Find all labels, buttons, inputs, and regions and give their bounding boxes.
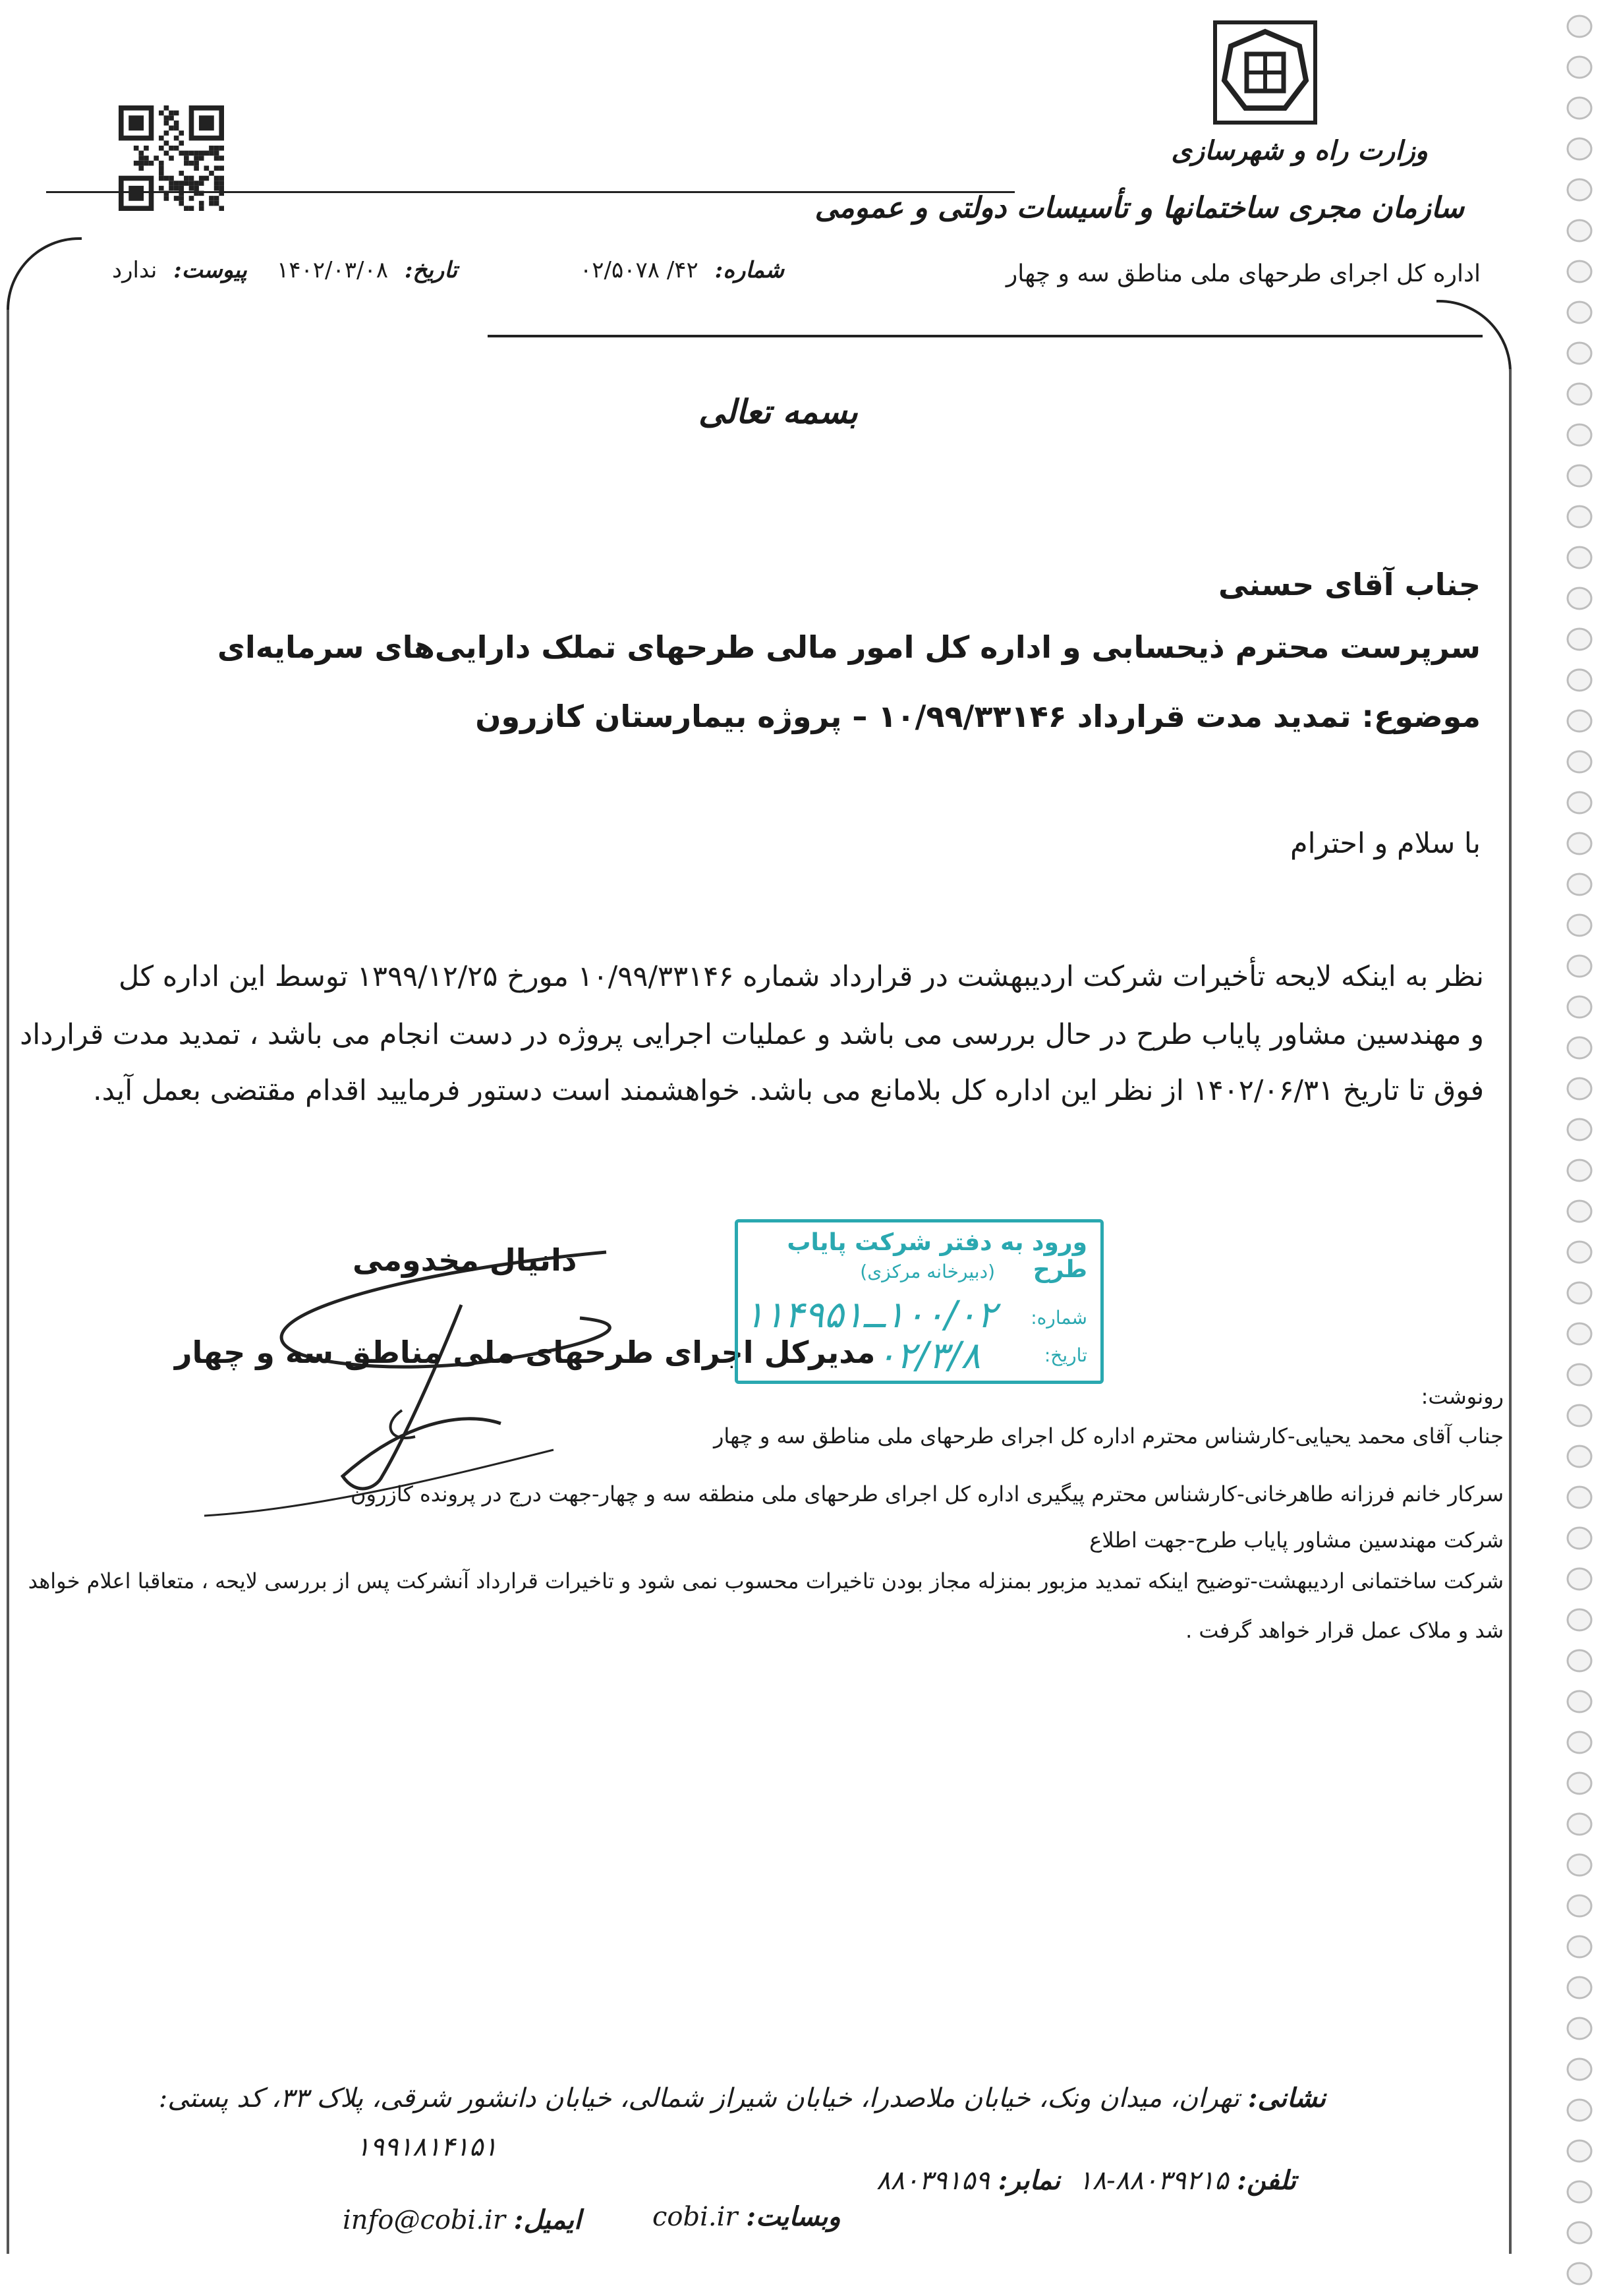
binding-hole (1568, 1201, 1591, 1222)
footer-postal-code: ۱۹۹۱۸۱۴۱۵۱ (356, 2132, 497, 2162)
copy-recipient: جناب آقای محمد یحیایی-کارشناس محترم اداره کل اجرای طرحهای ملی مناطق سه و چهار (713, 1423, 1504, 1449)
ministry-name: وزارت راه و شهرسازی (1171, 135, 1428, 166)
binding-hole (1568, 1037, 1591, 1058)
qr-code (119, 105, 224, 211)
binding-hole (1568, 751, 1591, 772)
stamp-title: ورود به دفتر شرکت پایاب طرح (787, 1229, 1087, 1283)
binding-hole (1568, 1691, 1591, 1712)
email-value: info@cobi.ir (343, 2205, 505, 2235)
fax-value: ۸۸۰۳۹۱۵۹ (876, 2166, 990, 2196)
recipient-title: سرپرست محترم ذیحسابی و اداره کل امور مالی طرحهای تملک دارایی‌های سرمایه‌ای (217, 629, 1481, 665)
footer-telephone (1078, 2165, 1296, 2196)
tel-value: ۸۸۰۳۹۲۱۵-۱۸ (1078, 2166, 1229, 2196)
binding-hole (1568, 915, 1591, 936)
binding-hole (1568, 670, 1591, 691)
binding-hole (1568, 874, 1591, 895)
subject-line: موضوع: تمدید مدت قرارداد ۱۰/۹۹/۳۳۱۴۶ – پروژه بیمارستان کازرون (475, 699, 1481, 734)
letter-attachment-value: ندارد (112, 257, 157, 283)
letter-date-value: ۱۴۰۲/۰۳/۰۸ (277, 257, 389, 283)
binding-hole (1568, 1732, 1591, 1753)
tel-label: تلفن: (1237, 2165, 1296, 2196)
stamp-number-value: ۱۰۰/۰۲ــ۱۱۴۹۵۱ (745, 1294, 997, 1336)
binding-hole (1568, 138, 1591, 159)
footer-email (343, 2204, 581, 2235)
spiral-binding (1540, 0, 1619, 2296)
office-name: اداره کل اجرای طرحهای ملی مناطق سه و چهار (1006, 260, 1481, 287)
ministry-logo-icon (1212, 20, 1318, 125)
greeting: با سلام و احترام (1290, 827, 1481, 860)
letter-number-label: شماره: (714, 257, 784, 283)
binding-hole (1568, 1854, 1591, 1876)
binding-hole (1568, 1895, 1591, 1916)
binding-hole (1568, 343, 1591, 364)
letter-number (580, 257, 784, 283)
binding-hole (1568, 792, 1591, 813)
binding-hole (1568, 424, 1591, 445)
header-divider (46, 191, 1015, 193)
copy-recipient: شرکت ساختمانی اردیبهشت-توضیح اینکه تمدید مزبور بمنزله مجاز بودن تاخیرات محسوب نمی شود و تاخیرات قرارداد آنشرکت پس از بررسی لایحه ، متعاقبا اعلام خواهد (28, 1568, 1504, 1593)
binding-hole (1568, 2263, 1591, 2284)
binding-hole (1568, 261, 1591, 282)
organization-name: سازمان مجری ساختمانها و تأسیسات دولتی و عمومی (814, 191, 1464, 225)
binding-hole (1568, 833, 1591, 854)
binding-hole (1568, 506, 1591, 527)
binding-hole (1568, 1487, 1591, 1508)
website-label: وبسایت: (746, 2201, 841, 2232)
binding-hole (1568, 2059, 1591, 2080)
body-line-1: نظر به اینکه لایحه تأخیرات شرکت اردیبهشت در قرارداد شماره ۱۰/۹۹/۳۳۱۴۶ مورخ ۱۳۹۹/۱۲/۲۵ توسط این اداره کل (119, 960, 1484, 993)
binding-hole (1568, 1446, 1591, 1467)
binding-hole (1568, 2222, 1591, 2243)
letter-date-label: تاریخ: (404, 257, 458, 283)
binding-hole (1568, 2181, 1591, 2202)
copy-recipient: سرکار خانم فرزانه طاهرخانی-کارشناس محترم پیگیری اداره کل اجرای طرحهای ملی منطقه سه و چهار-جهت درج در پرونده کازرون (350, 1481, 1504, 1507)
email-label: ایمیل: (513, 2204, 582, 2235)
footer-website (652, 2201, 841, 2232)
copy-recipient: شرکت مهندسین مشاور پایاب طرح-جهت اطلاع (1089, 1528, 1504, 1553)
copy-recipient-continued: شد و ملاک عمل قرار خواهد گرفت . (1185, 1618, 1504, 1643)
binding-hole (1568, 2018, 1591, 2039)
binding-hole (1568, 1323, 1591, 1344)
frame-corner-right (1436, 300, 1512, 375)
recipient-name: جناب آقای حسنی (1218, 567, 1481, 602)
binding-hole (1568, 1242, 1591, 1263)
signer-name: دانیال مخدومی (353, 1242, 577, 1278)
letter-date (277, 257, 457, 283)
website-value: cobi.ir (652, 2202, 738, 2232)
binding-hole (1568, 179, 1591, 200)
letter-number-value: ۴۲/ ۰۲/۵۰۷۸ (580, 257, 698, 283)
binding-hole (1568, 98, 1591, 119)
footer-address (159, 2082, 1326, 2113)
frame-left-edge (7, 310, 9, 2254)
body-line-3: فوق تا تاریخ ۱۴۰۲/۰۶/۳۱ از نظر این اداره کل بلامانع می باشد. خواهشمند است دستور فرمایید اقدام مقتضی بعمل آید. (93, 1074, 1484, 1107)
binding-hole (1568, 57, 1591, 78)
body-line-2: و مهندسین مشاور پایاب طرح در حال بررسی می باشد و عملیات اجرایی پروژه در دست انجام می باشد ، تمدید مدت قرارداد (20, 1018, 1484, 1051)
copies-label: رونوشت: (1421, 1384, 1504, 1409)
binding-hole (1568, 1282, 1591, 1304)
binding-hole (1568, 1160, 1591, 1181)
binding-hole (1568, 1814, 1591, 1835)
binding-hole (1568, 996, 1591, 1018)
binding-hole (1568, 1364, 1591, 1385)
signer-title: مدیرکل اجرای طرحهای ملی مناطق سه و چهار (175, 1335, 876, 1370)
binding-hole (1568, 302, 1591, 323)
address-label: نشانی: (1247, 2082, 1326, 2113)
fax-label: نمابر: (998, 2165, 1061, 2196)
address-text: تهران، میدان ونک، خیابان ملاصدرا، خیابان شیراز شمالی، خیابان دانشور شرقی، پلاک ۳۳، کد پستی: (158, 2083, 1240, 2113)
binding-hole (1568, 1609, 1591, 1630)
binding-hole (1568, 956, 1591, 977)
frame-corner-left (7, 237, 82, 312)
binding-hole (1568, 384, 1591, 405)
binding-hole (1568, 1977, 1591, 1998)
stamp-subtitle: (دبیرخانه مرکزی) (860, 1261, 995, 1282)
binding-hole (1568, 1773, 1591, 1794)
frame-right-edge (1509, 369, 1512, 2254)
stamp-date-value: ۰۲/۳/۸ (876, 1335, 981, 1377)
letter-attachment-label: پیوست: (173, 257, 247, 283)
footer-fax (876, 2165, 1060, 2196)
binding-hole (1568, 1119, 1591, 1140)
letter-attachment (112, 257, 247, 283)
binding-hole (1568, 1405, 1591, 1426)
stamp-number-label: شماره: (1031, 1307, 1087, 1329)
binding-hole (1568, 710, 1591, 732)
binding-hole (1568, 1568, 1591, 1590)
binding-hole (1568, 2100, 1591, 2121)
stamp-date-label: تاریخ: (1044, 1344, 1087, 1366)
binding-hole (1568, 465, 1591, 486)
binding-hole (1568, 588, 1591, 609)
binding-hole (1568, 1936, 1591, 1957)
binding-hole (1568, 1528, 1591, 1549)
frame-top-rule (488, 335, 1483, 337)
binding-hole (1568, 629, 1591, 650)
binding-hole (1568, 16, 1591, 37)
binding-hole (1568, 1078, 1591, 1099)
receipt-stamp (735, 1219, 1104, 1384)
binding-hole (1568, 2140, 1591, 2162)
binding-hole (1568, 1650, 1591, 1671)
basmala: بسمه تعالی (698, 392, 858, 431)
binding-hole (1568, 220, 1591, 241)
binding-hole (1568, 547, 1591, 568)
